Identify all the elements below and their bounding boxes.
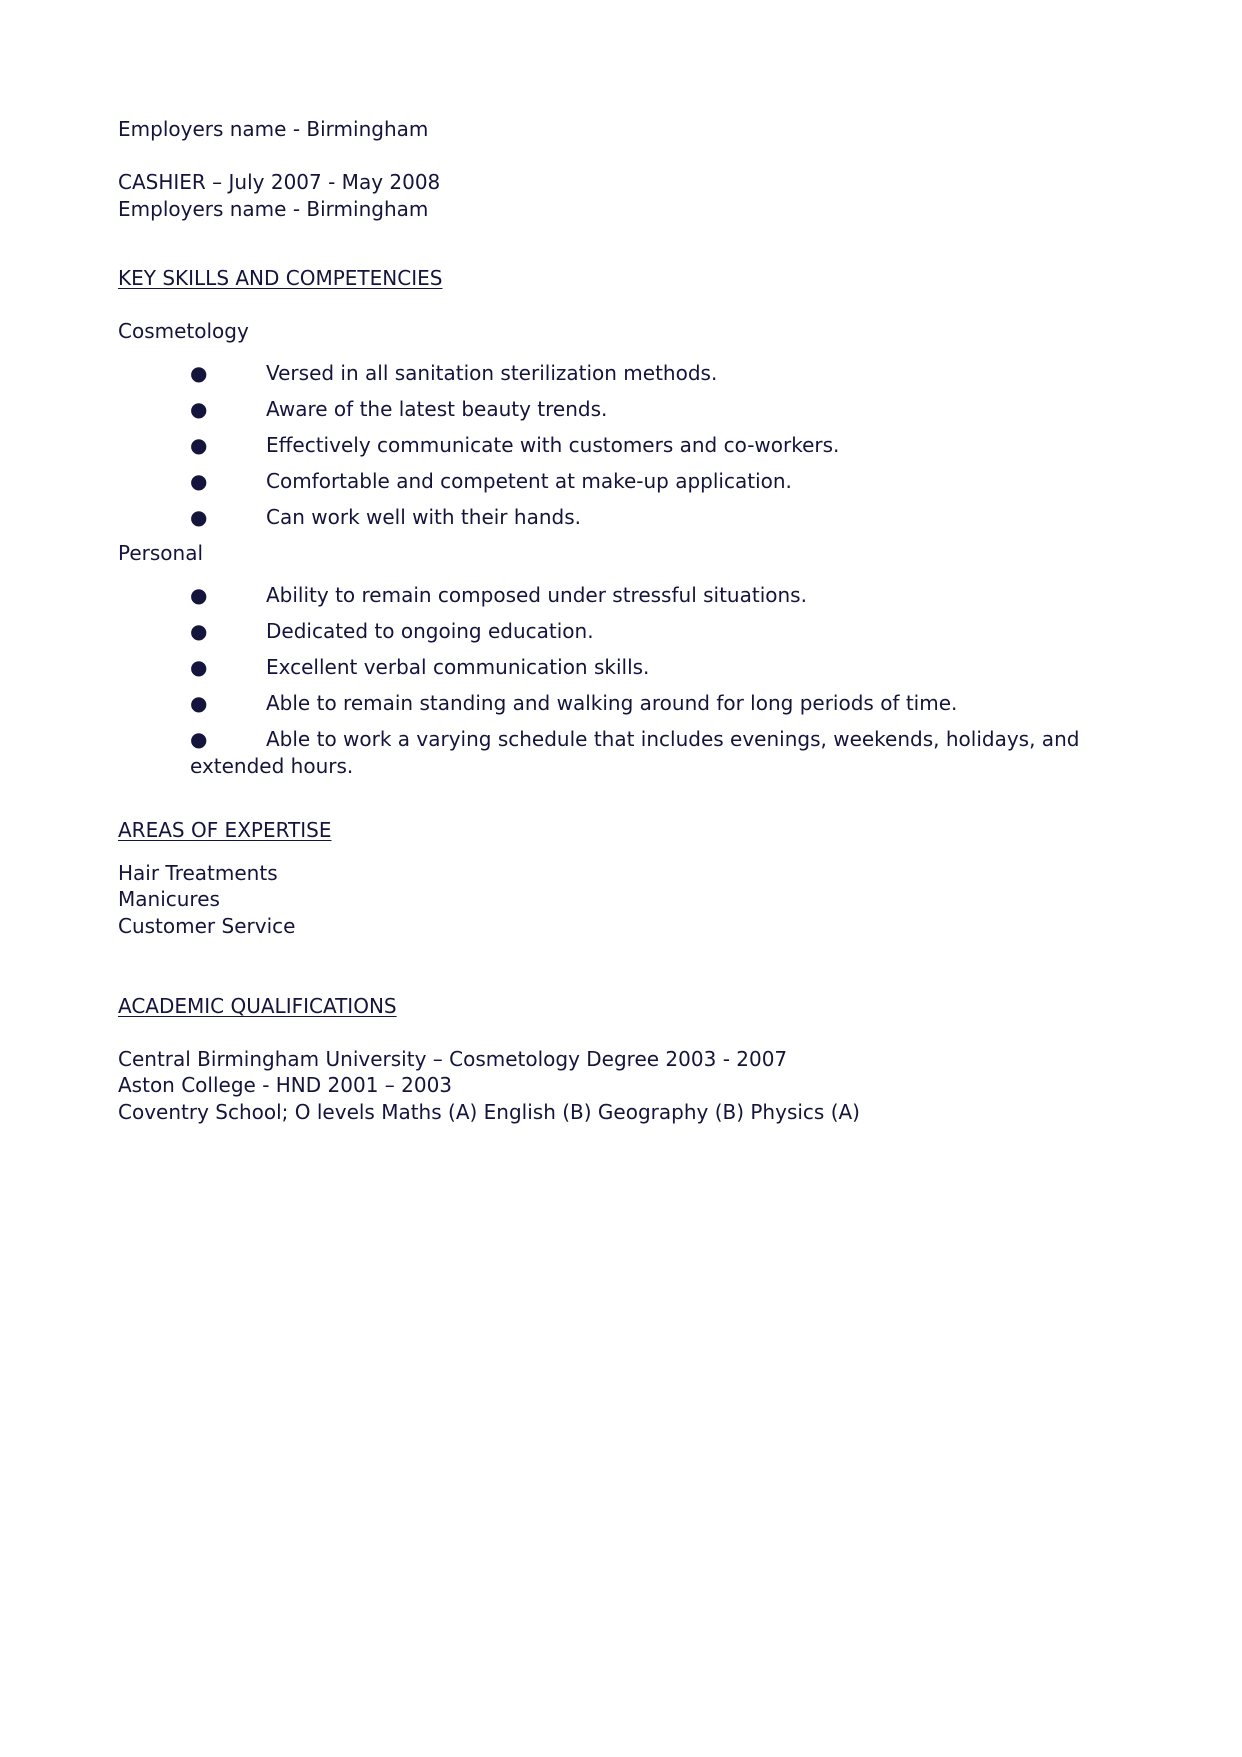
personal-label: Personal (118, 541, 204, 565)
cashier-employer-line: Employers name - Birmingham (118, 197, 429, 221)
qualification-item: Central Birmingham University – Cosmetology Degree 2003 - 2007 (118, 1047, 788, 1071)
skill-text-continuation: extended hours. (190, 754, 354, 778)
skill-text: Ability to remain composed under stressful situations. (266, 583, 807, 607)
skill-text: Excellent verbal communication skills. (266, 655, 650, 679)
skill-text: Versed in all sanitation sterilization methods. (266, 361, 718, 385)
skill-text: Able to work a varying schedule that includes evenings, weekends, holidays, and (266, 727, 1080, 751)
bullet-icon: ● (190, 469, 208, 493)
skill-text: Aware of the latest beauty trends. (266, 397, 608, 421)
expertise-item: Manicures (118, 887, 220, 911)
bullet-icon: ● (190, 691, 208, 715)
bullet-icon: ● (190, 727, 208, 751)
academic-qualifications-heading: ACADEMIC QUALIFICATIONS (118, 994, 397, 1018)
areas-of-expertise-heading: AREAS OF EXPERTISE (118, 818, 332, 842)
expertise-item: Hair Treatments (118, 861, 278, 885)
skill-text: Can work well with their hands. (266, 505, 581, 529)
cashier-job-title: CASHIER – July 2007 - May 2008 (118, 170, 441, 194)
qualification-item: Coventry School; O levels Maths (A) English (B) Geography (B) Physics (A) (118, 1100, 860, 1124)
qualification-item: Aston College - HND 2001 – 2003 (118, 1073, 453, 1097)
bullet-icon: ● (190, 433, 208, 457)
bullet-icon: ● (190, 505, 208, 529)
skill-text: Able to remain standing and walking around for long periods of time. (266, 691, 958, 715)
bullet-icon: ● (190, 583, 208, 607)
bullet-icon: ● (190, 655, 208, 679)
expertise-item: Customer Service (118, 914, 296, 938)
bullet-icon: ● (190, 397, 208, 421)
bullet-icon: ● (190, 361, 208, 385)
previous-employer-line: Employers name - Birmingham (118, 117, 429, 141)
skill-text: Dedicated to ongoing education. (266, 619, 594, 643)
cosmetology-label: Cosmetology (118, 319, 249, 343)
skill-text: Effectively communicate with customers and co-workers. (266, 433, 840, 457)
bullet-icon: ● (190, 619, 208, 643)
key-skills-heading: KEY SKILLS AND COMPETENCIES (118, 266, 443, 290)
skill-text: Comfortable and competent at make-up application. (266, 469, 792, 493)
